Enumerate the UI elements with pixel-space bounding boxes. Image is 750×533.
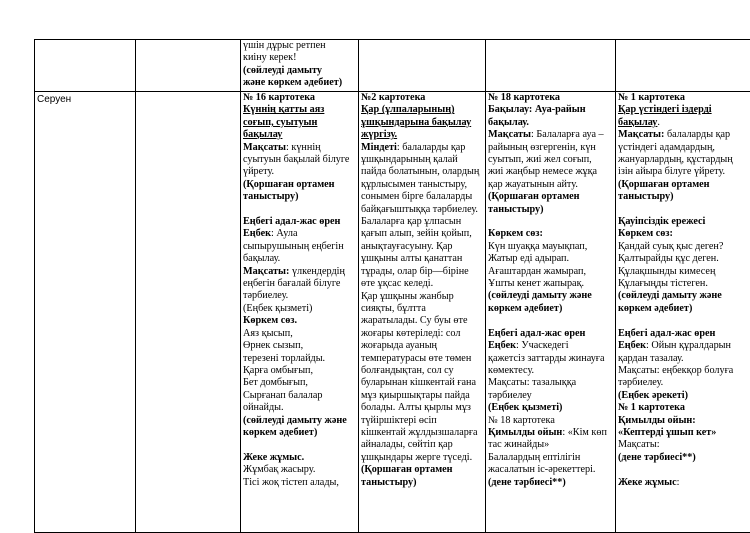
text-run: үстіндегі адамдардың, <box>618 142 715 153</box>
text-run: жоғары көтеріледі: сол <box>361 328 460 339</box>
text-run: Еңбегі адал-жас өрен <box>488 328 585 339</box>
text-line <box>243 191 356 203</box>
text-run: жаратылады. Су буы өте <box>361 315 467 326</box>
text-line <box>488 439 613 451</box>
text-line <box>618 477 750 489</box>
text-run: Қандай суық қыс деген? <box>618 241 723 252</box>
text-line <box>361 402 483 414</box>
text-run: № 16 картотека <box>243 92 315 103</box>
text-run: Өрнек сызып, <box>243 340 303 351</box>
text-run: көмектесу. <box>488 365 534 376</box>
blank-line <box>488 315 613 327</box>
text-line <box>618 390 750 402</box>
text-run: Қар үстіндегі іздерді <box>618 104 712 115</box>
text-line <box>243 241 356 253</box>
text-run: еңбегін бағалай білуге <box>243 278 340 289</box>
text-line <box>488 228 613 240</box>
text-line <box>488 290 613 302</box>
text-run: Көркем сөз: <box>488 228 543 239</box>
text-run: Күн шуаққа мауықпап, <box>488 241 587 252</box>
cell-r1-c5 <box>486 40 616 92</box>
text-run: (дене тәрбиесі**) <box>618 452 696 463</box>
text-run: Мақсаты: <box>243 266 289 277</box>
text-run: Қауіпсіздік ережесі <box>618 216 705 227</box>
text-run: Балаларға қар ұлпасын <box>361 216 461 227</box>
text-run: суытуын бақылай білуге <box>243 154 349 165</box>
cell-r2-c6 <box>616 92 750 533</box>
text-run: Бет домбығып, <box>243 377 308 388</box>
text-line <box>488 241 613 253</box>
text-line <box>488 278 613 290</box>
text-run: тәрбиелеу <box>488 390 532 401</box>
text-line <box>243 402 356 414</box>
text-line <box>618 92 750 104</box>
text-line <box>618 365 750 377</box>
text-line <box>243 315 356 327</box>
text-run: анықтауғасуыну. Қар <box>361 241 453 252</box>
cell-r2-c5 <box>486 92 616 533</box>
text-run: Жеке жұмыс. <box>243 452 304 463</box>
text-line <box>243 216 356 228</box>
text-run: Көркем сөз: <box>618 228 673 239</box>
text-line <box>488 303 613 315</box>
text-run: ұшқындарына бақылау <box>361 117 471 128</box>
cell-r2-c3 <box>241 92 359 533</box>
text-run: тас жинайды» <box>488 439 549 450</box>
text-run: Мақсаты: <box>618 129 664 140</box>
text-line <box>488 154 613 166</box>
text-run: Ұшты кенет жапырақ. <box>488 278 584 289</box>
text-run: қажетсіз заттарды жинауға <box>488 353 605 364</box>
blank-line <box>618 464 750 476</box>
text-run: таныстыру) <box>361 477 417 488</box>
text-line <box>618 266 750 278</box>
text-run: ұшқыны алты қанаттан <box>361 253 462 264</box>
text-line <box>243 154 356 166</box>
schedule-table <box>34 39 750 533</box>
text-run: құрлысымен таныстыру, <box>361 179 467 190</box>
text-line <box>243 77 356 89</box>
text-line <box>361 315 483 327</box>
text-line <box>618 154 750 166</box>
text-line <box>618 104 750 116</box>
text-line <box>488 92 613 104</box>
text-run: ойнайды. <box>243 402 284 413</box>
text-run: : күннің <box>286 142 321 153</box>
text-line <box>488 377 613 389</box>
text-run: ұшқындарының қалай <box>361 154 458 165</box>
text-line <box>361 104 483 116</box>
text-run: балаларды қар <box>664 129 730 140</box>
text-run: өте ұқсас келеді. <box>361 278 433 289</box>
text-line <box>361 365 483 377</box>
text-run: Құлақшынды кимесең <box>618 266 715 277</box>
text-line <box>618 129 750 141</box>
text-run: Мақсаты: тазалыққа <box>488 377 576 388</box>
text-line <box>618 166 750 178</box>
text-run: Тісі жоқ тістеп алады, <box>243 477 339 488</box>
text-run: таныстыру) <box>618 191 674 202</box>
text-run: Мақсаты <box>243 142 286 153</box>
text-run: Қарға омбығып, <box>243 365 313 376</box>
text-run: болады. Алты қырлы мұз <box>361 402 471 413</box>
text-line <box>243 253 356 265</box>
text-run: Жеке жұмыс <box>618 477 677 488</box>
cell-r1-c3 <box>241 40 359 92</box>
text-line <box>488 415 613 427</box>
text-run: кішкентай жұлдызшаларға <box>361 427 478 438</box>
cell-r1-c6 <box>616 40 750 92</box>
text-line <box>361 303 483 315</box>
text-run: № 1 картотека <box>618 402 685 413</box>
text-run: (Қоршаған ортамен <box>361 464 453 475</box>
text-run: «Кептерді ұшып кет» <box>618 427 716 438</box>
text-run: Құлағыңды тістеген. <box>618 278 708 289</box>
text-line <box>243 65 356 77</box>
text-run: үлкендердің <box>289 266 345 277</box>
text-run: сонымен бірге балаларды <box>361 191 472 202</box>
blank-line <box>618 204 750 216</box>
text-run: Балалардың ептілігін <box>488 452 580 463</box>
text-line <box>618 427 750 439</box>
text-line <box>618 216 750 228</box>
text-run: Жұмбақ жасыру. <box>243 464 315 475</box>
text-run: жиі жаңбыр немесе жұқа <box>488 166 597 177</box>
text-run: Мақсаты: <box>618 439 660 450</box>
text-line <box>243 390 356 402</box>
text-run: Көркем сөз. <box>243 315 297 326</box>
text-line <box>243 266 356 278</box>
text-line <box>488 464 613 476</box>
text-run: және көркем әдебиет) <box>243 77 342 88</box>
text-run: тәрбиелеу. <box>243 290 288 301</box>
text-line <box>243 166 356 178</box>
text-run: (дене тәрбиесі**) <box>488 477 566 488</box>
text-run: жануарлардың, құстардың <box>618 154 733 165</box>
blank-line <box>618 315 750 327</box>
text-line <box>361 415 483 427</box>
text-line <box>618 303 750 315</box>
text-line <box>243 340 356 352</box>
text-run: (Еңбек әрекеті) <box>618 390 688 401</box>
text-run: көркем әдебиет) <box>243 427 317 438</box>
text-line <box>488 328 613 340</box>
text-run: Ағаштардан жамырап, <box>488 266 586 277</box>
text-run: : «Кім көп <box>562 427 607 438</box>
text-run: Еңбек <box>488 340 516 351</box>
text-run: Қар (ұлпаларының) <box>361 104 454 115</box>
text-run: ізін айыра білуге үйрету. <box>618 166 725 177</box>
text-run: үйрету. <box>243 166 274 177</box>
text-line <box>361 377 483 389</box>
text-run: : Учаскедегі <box>516 340 569 351</box>
text-run: (сөйлеуді дамыту және <box>618 290 722 301</box>
text-line <box>488 427 613 439</box>
text-line <box>361 340 483 352</box>
text-line <box>488 129 613 141</box>
text-line <box>618 290 750 302</box>
cell-r1-c4 <box>359 40 486 92</box>
text-run: жоғарыда ауаның <box>361 340 437 351</box>
text-line <box>618 179 750 191</box>
text-line <box>488 477 613 489</box>
text-line <box>488 452 613 464</box>
cell-r1-c2 <box>136 40 241 92</box>
row-label: Серуен <box>37 92 133 106</box>
text-line <box>361 353 483 365</box>
text-line <box>488 402 613 414</box>
text-line <box>618 328 750 340</box>
text-line <box>488 365 613 377</box>
text-run: № 1 картотека <box>618 92 685 103</box>
text-run: Аяз қысып, <box>243 328 293 339</box>
text-line <box>243 464 356 476</box>
text-run: жүргізу. <box>361 129 397 140</box>
text-run: жасалатын іс-әрекеттері. <box>488 464 595 475</box>
text-line <box>488 340 613 352</box>
text-line <box>243 40 356 52</box>
text-line <box>618 191 750 203</box>
cell-r2-c1 <box>35 92 136 533</box>
text-line <box>361 117 483 129</box>
text-line <box>243 129 356 141</box>
text-line <box>243 142 356 154</box>
text-run: Жатыр еді адырап. <box>488 253 569 264</box>
text-line <box>243 228 356 240</box>
text-run: сыпырушының еңбегін <box>243 241 344 252</box>
text-line <box>488 142 613 154</box>
text-run: (сөйлеуді дамыту және <box>243 415 347 426</box>
cell-r2-c4 <box>359 92 486 533</box>
text-line <box>618 402 750 414</box>
text-run: байқағыштыққа тәрбиелеу. <box>361 204 478 215</box>
text-run: райының өзгергенін, күн <box>488 142 596 153</box>
text-run: Еңбек <box>618 340 646 351</box>
text-run: (Еңбек қызметі) <box>488 402 562 413</box>
text-run: терезені торлайды. <box>243 353 325 364</box>
text-line <box>361 241 483 253</box>
text-run: Қимылды ойын: <box>618 415 696 426</box>
text-line <box>618 142 750 154</box>
text-line <box>243 179 356 191</box>
text-run: температурасы өте төмен <box>361 353 471 364</box>
text-run: көркем әдебиет) <box>618 303 692 314</box>
table-row <box>35 92 750 533</box>
text-line <box>488 117 613 129</box>
text-run: (Қоршаған ортамен <box>618 179 710 190</box>
text-line <box>361 278 483 290</box>
text-line <box>243 290 356 302</box>
text-line <box>243 117 356 129</box>
text-line <box>488 266 613 278</box>
text-run: Еңбек <box>243 228 271 239</box>
text-line <box>488 104 613 116</box>
blank-line <box>243 439 356 451</box>
text-run: буларынан кішкентай ғана <box>361 377 476 388</box>
text-line <box>618 253 750 265</box>
text-run: соғып, суытуын <box>243 117 317 128</box>
text-line <box>361 427 483 439</box>
text-line <box>361 129 483 141</box>
text-line <box>618 117 750 129</box>
text-run: Мақсаты: еңбекқор болуға <box>618 365 733 376</box>
text-line <box>361 228 483 240</box>
text-line <box>618 439 750 451</box>
text-line <box>618 415 750 427</box>
text-run: (Қоршаған ортамен <box>243 179 335 190</box>
text-line <box>243 104 356 116</box>
text-run: Еңбегі адал-жас өрен <box>618 328 715 339</box>
text-line <box>361 253 483 265</box>
text-run: таныстыру) <box>243 191 299 202</box>
text-line <box>361 179 483 191</box>
text-line <box>361 464 483 476</box>
text-line <box>361 166 483 178</box>
text-line <box>361 154 483 166</box>
text-line <box>361 439 483 451</box>
cell-r2-c2 <box>136 92 241 533</box>
text-run: (Еңбек қызметі) <box>243 303 312 314</box>
text-run: Мақсаты <box>488 129 531 140</box>
text-line <box>243 427 356 439</box>
text-line <box>243 477 356 489</box>
text-run: : Аула <box>271 228 297 239</box>
text-line <box>361 291 483 303</box>
text-run: айналады, сөйтіп қар <box>361 439 453 450</box>
text-run: (сөйлеуді дамыту <box>243 65 322 76</box>
text-run: № 18 картотека <box>488 415 555 426</box>
text-line <box>618 228 750 240</box>
text-run: таныстыру) <box>488 204 544 215</box>
text-line <box>618 353 750 365</box>
text-run: ұшқындары жерге түседі. <box>361 452 472 463</box>
text-line <box>488 390 613 402</box>
text-line <box>618 340 750 352</box>
text-run: (сөйлеуді дамыту және <box>488 290 592 301</box>
text-line <box>243 353 356 365</box>
text-run: мұз қиыршықтары пайда <box>361 390 470 401</box>
text-run: тәрбиелеу. <box>618 377 663 388</box>
text-run: : балаларды қар <box>397 142 466 153</box>
text-run: бақылау <box>618 117 657 128</box>
text-run: : Балаларға ауа – <box>531 129 604 140</box>
text-run: № 18 картотека <box>488 92 560 103</box>
text-line <box>243 52 356 64</box>
text-run: бақылау. <box>243 253 280 264</box>
text-line <box>618 241 750 253</box>
text-run: сияқты, бұлтта <box>361 303 426 314</box>
text-line <box>361 191 483 203</box>
text-run: . <box>657 117 660 128</box>
text-run: киіну керек! <box>243 52 297 63</box>
text-line <box>243 278 356 290</box>
text-line <box>618 278 750 290</box>
text-line <box>243 92 356 104</box>
text-line <box>361 142 483 154</box>
text-run: бақылау. <box>488 117 529 128</box>
text-line <box>243 452 356 464</box>
text-line <box>361 92 483 104</box>
text-run: тұрады, олар бір—біріне <box>361 266 469 277</box>
text-line <box>488 166 613 178</box>
text-line <box>361 477 483 489</box>
text-run: болғандықтан, сол су <box>361 365 454 376</box>
text-line <box>488 191 613 203</box>
text-run: (Қоршаған ортамен <box>488 191 580 202</box>
text-run: қағып алып, зейін қойып, <box>361 228 472 239</box>
text-line <box>488 179 613 191</box>
text-run: Қалтырайды құс деген. <box>618 253 719 264</box>
text-run: Сырғанап балалар <box>243 390 322 401</box>
text-run: пайда болатынын, олардың <box>361 166 479 177</box>
text-line <box>488 253 613 265</box>
text-line <box>361 204 483 216</box>
text-line <box>361 216 483 228</box>
text-run: Қимылды ойын <box>488 427 562 438</box>
text-run: көркем әдебиет) <box>488 303 562 314</box>
text-line <box>618 377 750 389</box>
text-run: : Ойын құралдарын <box>646 340 731 351</box>
text-line <box>361 328 483 340</box>
text-line <box>361 390 483 402</box>
text-line <box>361 452 483 464</box>
blank-line <box>488 216 613 228</box>
blank-line <box>243 204 356 216</box>
text-run: қардан тазалау. <box>618 353 684 364</box>
text-run: : <box>677 477 680 488</box>
text-run: №2 картотека <box>361 92 425 103</box>
text-run: Қар ұшқыны жанбыр <box>361 291 454 302</box>
text-line <box>243 328 356 340</box>
text-run: Күннің қатты аяз <box>243 104 324 115</box>
text-line <box>243 415 356 427</box>
text-line <box>243 377 356 389</box>
text-run: суытып, жиі жел соғып, <box>488 154 592 165</box>
text-run: үшін дұрыс ретпен <box>243 40 326 51</box>
text-line <box>488 204 613 216</box>
text-line <box>488 353 613 365</box>
cell-r1-c1 <box>35 40 136 92</box>
text-line <box>243 365 356 377</box>
text-line <box>243 303 356 315</box>
text-run: Еңбегі адал-жас өрен <box>243 216 340 227</box>
text-run: Бақылау: Ауа-райын <box>488 104 586 115</box>
table-row <box>35 40 750 92</box>
text-run: Міндеті <box>361 142 397 153</box>
text-line <box>361 266 483 278</box>
text-run: қар жауатынын айту. <box>488 179 578 190</box>
text-line <box>618 452 750 464</box>
text-run: түйіршіктері өсіп <box>361 415 437 426</box>
text-run: бақылау <box>243 129 282 140</box>
